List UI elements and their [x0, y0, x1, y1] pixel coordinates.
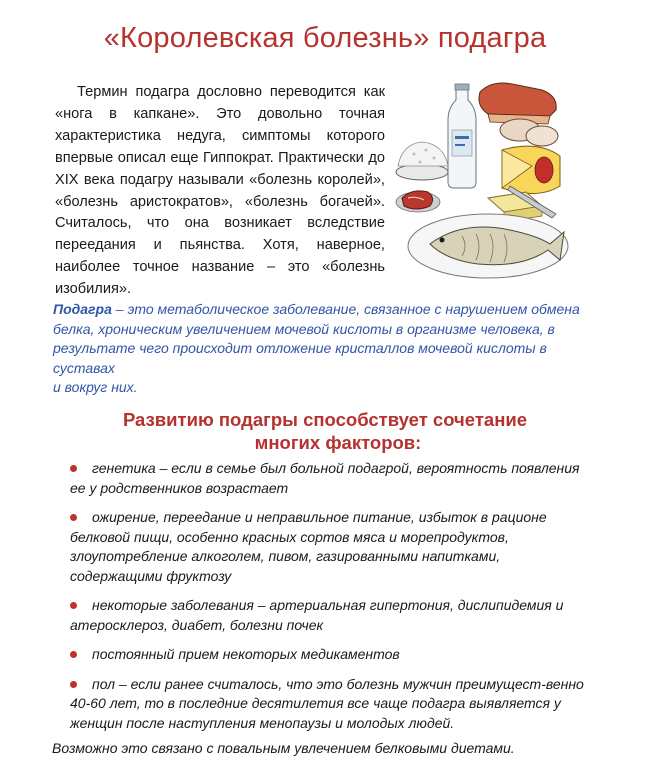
list-item [70, 675, 595, 734]
definition-text-3: и вокруг них. [53, 379, 138, 396]
factors-list [70, 459, 595, 743]
factors-heading-line-1: Развитию подагры способствует сочетание [122, 409, 528, 430]
list-item [70, 596, 595, 635]
list-item [70, 459, 595, 498]
list-item [70, 645, 595, 665]
factor-text: постоянный прием некоторых медикаментов [92, 646, 400, 663]
food-illustration-icon [392, 74, 570, 290]
factors-heading [0, 408, 650, 454]
factor-text: ожирение, переедание и неправильное питание, избыток в рационе белковой пищи, особенно красных сортов мяса и морепродуктов, злоупотребление алкоголем, пивом, газированными напитками, содержащими фруктозу [70, 508, 547, 584]
definition-term: Подагра [53, 301, 112, 317]
factor-text: пол – если ранее считалось, что это болезнь мужчин преимущест-венно 40-60 лет, то в последние десятилетия все чаще подагра выявляется у женщин после наступления менопаузы и молодых людей. [70, 675, 584, 731]
definition-paragraph [53, 300, 593, 398]
factor-text: генетика – если в семье был больной подагрой, вероятность появления ее у родственников возрастает [70, 460, 580, 496]
definition-text-1: – это метаболическое заболевание, связанное с нарушением обмена белка, хроническим увеличением мочевой кислоты в организме человека [53, 301, 580, 337]
bullet-icon [70, 651, 77, 658]
bullet-icon [70, 465, 77, 472]
bullet-icon [70, 681, 77, 688]
bullet-icon [70, 514, 77, 521]
bullet-icon [70, 602, 77, 609]
definition-text-2: , в результате чего происходит отложение кристаллов мочевой кислоты в суставах [53, 320, 555, 376]
list-item [70, 508, 595, 586]
factors-heading-line-2: многих факторов: [254, 432, 422, 453]
factor-text: некоторые заболевания – артериальная гипертония, дислипидемия и атеросклероз, диабет, болезни почек [70, 597, 564, 633]
page-title: «Королевская болезнь» подагра [103, 22, 547, 54]
conclusion-text: Возможно это связано с повальным увлечением белковыми диетами. [52, 740, 515, 756]
intro-paragraph: Термин подагра дословно переводится как «нога в капкане». Это довольно точная характеристика недуга, симптомы которого впервые описал еще Гиппократ. Практически до XIX века подагру называли «болезнь королей», «болезнь аристократов», «болезнь богачей». Считалось, что она возникает вследствие переедания и пьянства. Хотя, наверное, наиболее точное название – это «болезнь изобилия». [55, 84, 385, 298]
